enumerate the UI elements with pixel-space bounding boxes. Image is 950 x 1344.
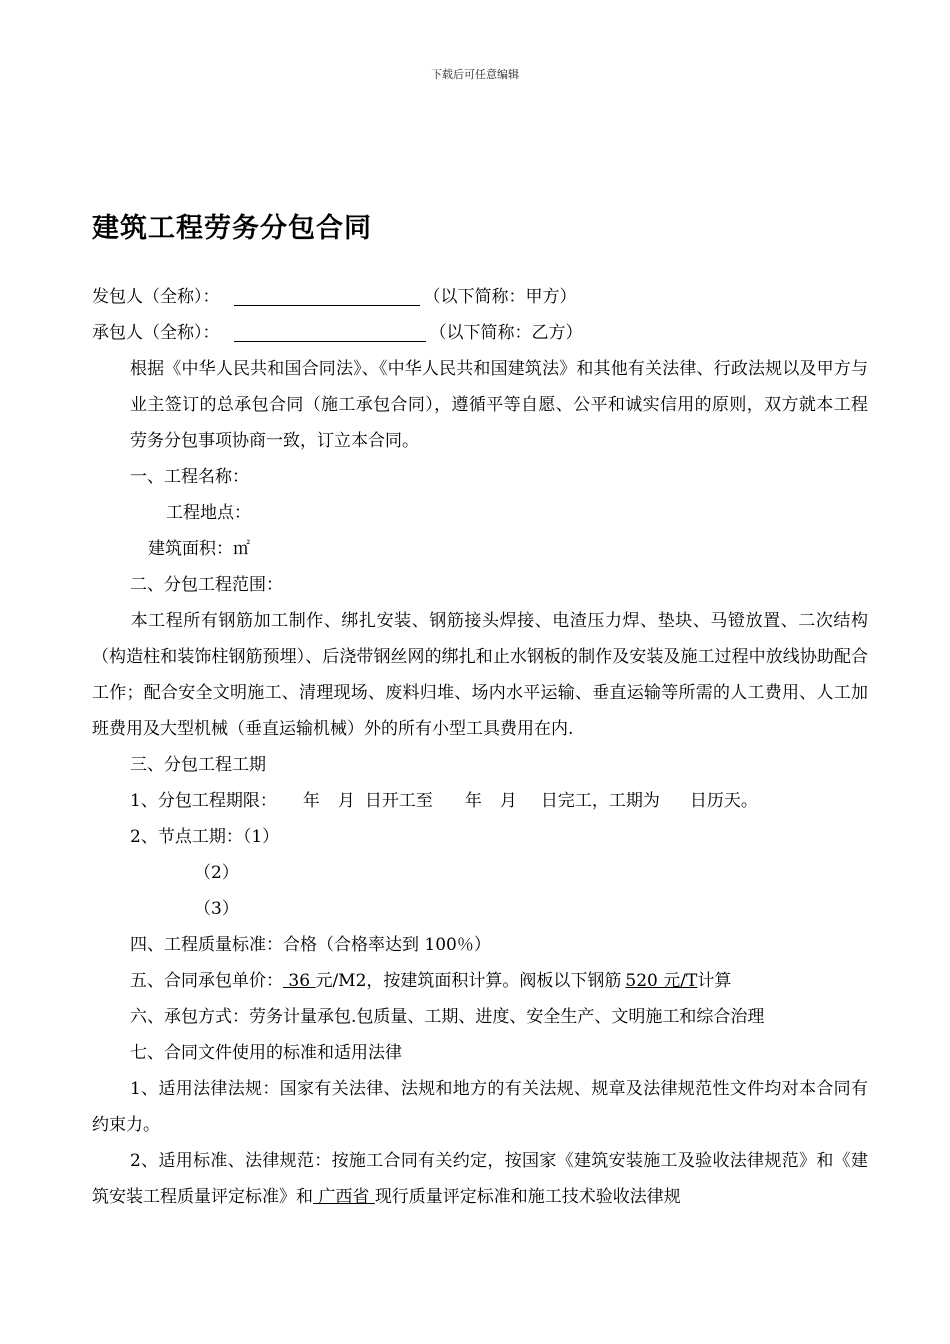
section-5-price xyxy=(92,963,868,999)
building-area: 建筑面积：㎡ xyxy=(148,539,250,559)
law-paragraph xyxy=(92,1071,868,1143)
party-b-blank xyxy=(234,319,426,342)
section-3-heading: 三、分包工程工期 xyxy=(130,755,266,775)
province: 广西省 xyxy=(313,1187,375,1207)
period-line xyxy=(92,783,868,819)
section-7-heading: 七、合同文件使用的标准和适用法律 xyxy=(130,1043,402,1063)
end-day: 日完工，工期为 xyxy=(540,791,660,811)
duration-days: 日历天。 xyxy=(689,791,758,811)
price-label: 五、合同承包单价： xyxy=(130,971,283,991)
node-period-2: （2） xyxy=(194,863,239,883)
section-1-heading: 一、工程名称： xyxy=(130,467,249,487)
standards-text-a: 2、适用标准、法律规范：按施工合同有关约定，按国家《建筑安装施工及验收法律规范》和《建筑安装工程质量评定标准》和 xyxy=(92,1151,868,1207)
standards-text-b: 现行质量评定标准和施工技术验收法律规 xyxy=(374,1187,681,1207)
contract-body xyxy=(92,279,868,1215)
start-year: 年 xyxy=(302,791,320,811)
party-a-suffix: （以下简称：甲方） xyxy=(423,287,577,307)
party-a-label: 发包人（全称）： xyxy=(92,287,220,307)
section-2-heading: 二、分包工程范围： xyxy=(130,575,283,595)
end-month: 月 xyxy=(499,791,517,811)
project-location: 工程地点： xyxy=(166,503,251,523)
price-unit: 元/M2，按建筑面积计算。阀板以下钢筋 xyxy=(315,971,622,991)
section-6-method: 六、承包方式：劳务计量承包.包质量、工期、进度、安全生产、文明施工和综合治理 xyxy=(130,1007,765,1027)
party-a-line xyxy=(92,279,868,315)
standards-paragraph xyxy=(92,1143,868,1215)
scope-paragraph xyxy=(92,603,868,747)
node-period-3: （3） xyxy=(194,899,239,919)
rebar-price: 520 元/T xyxy=(625,971,698,991)
end-year: 年 xyxy=(464,791,482,811)
intro-text: 根据《中华人民共和国合同法》、《中华人民共和国建筑法》和其他有关法律、行政法规以及甲方与业主签订的总承包合同（施工承包合同），遵循平等自愿、公平和诚实信用的原则，双方就本工程劳务分包事项协商一致，订立本合同。 xyxy=(130,359,868,451)
party-b-suffix: （以下简称：乙方） xyxy=(429,323,583,343)
section-4-quality: 四、工程质量标准：合格（合格率达到 100％） xyxy=(130,935,491,955)
intro-paragraph xyxy=(92,351,868,459)
price-tail: 计算 xyxy=(697,971,732,991)
document-title: 建筑工程劳务分包合同 xyxy=(92,213,372,244)
scope-text: 本工程所有钢筋加工制作、绑扎安装、钢筋接头焊接、电渣压力焊、垫块、马镫放置、二次结构（构造柱和装饰柱钢筋预埋）、后浇带钢丝网的绑扎和止水钢板的制作及安装及施工过程中放线协助配合工作；配合安全文明施工、清理现场、废料归堆、场内水平运输、垂直运输等所需的人工费用、人工加班费用及大型机械（垂直运输机械）外的所有小型工具费用在内. xyxy=(92,611,868,739)
party-a-blank xyxy=(234,283,420,306)
header-note: 下载后可任意编辑 xyxy=(431,68,519,81)
period-label: 1、分包工程期限： xyxy=(130,791,277,811)
unit-price: 36 xyxy=(283,971,316,991)
node-period-1: 2、节点工期：（1） xyxy=(130,827,280,847)
start-day: 日开工至 xyxy=(364,791,433,811)
party-b-label: 承包人（全称）： xyxy=(92,323,220,343)
start-month: 月 xyxy=(337,791,355,811)
party-b-line xyxy=(92,315,868,351)
law-text: 1、适用法律法规：国家有关法律、法规和地方的有关法规、规章及法律规范性文件均对本合同有约束力。 xyxy=(92,1079,868,1135)
